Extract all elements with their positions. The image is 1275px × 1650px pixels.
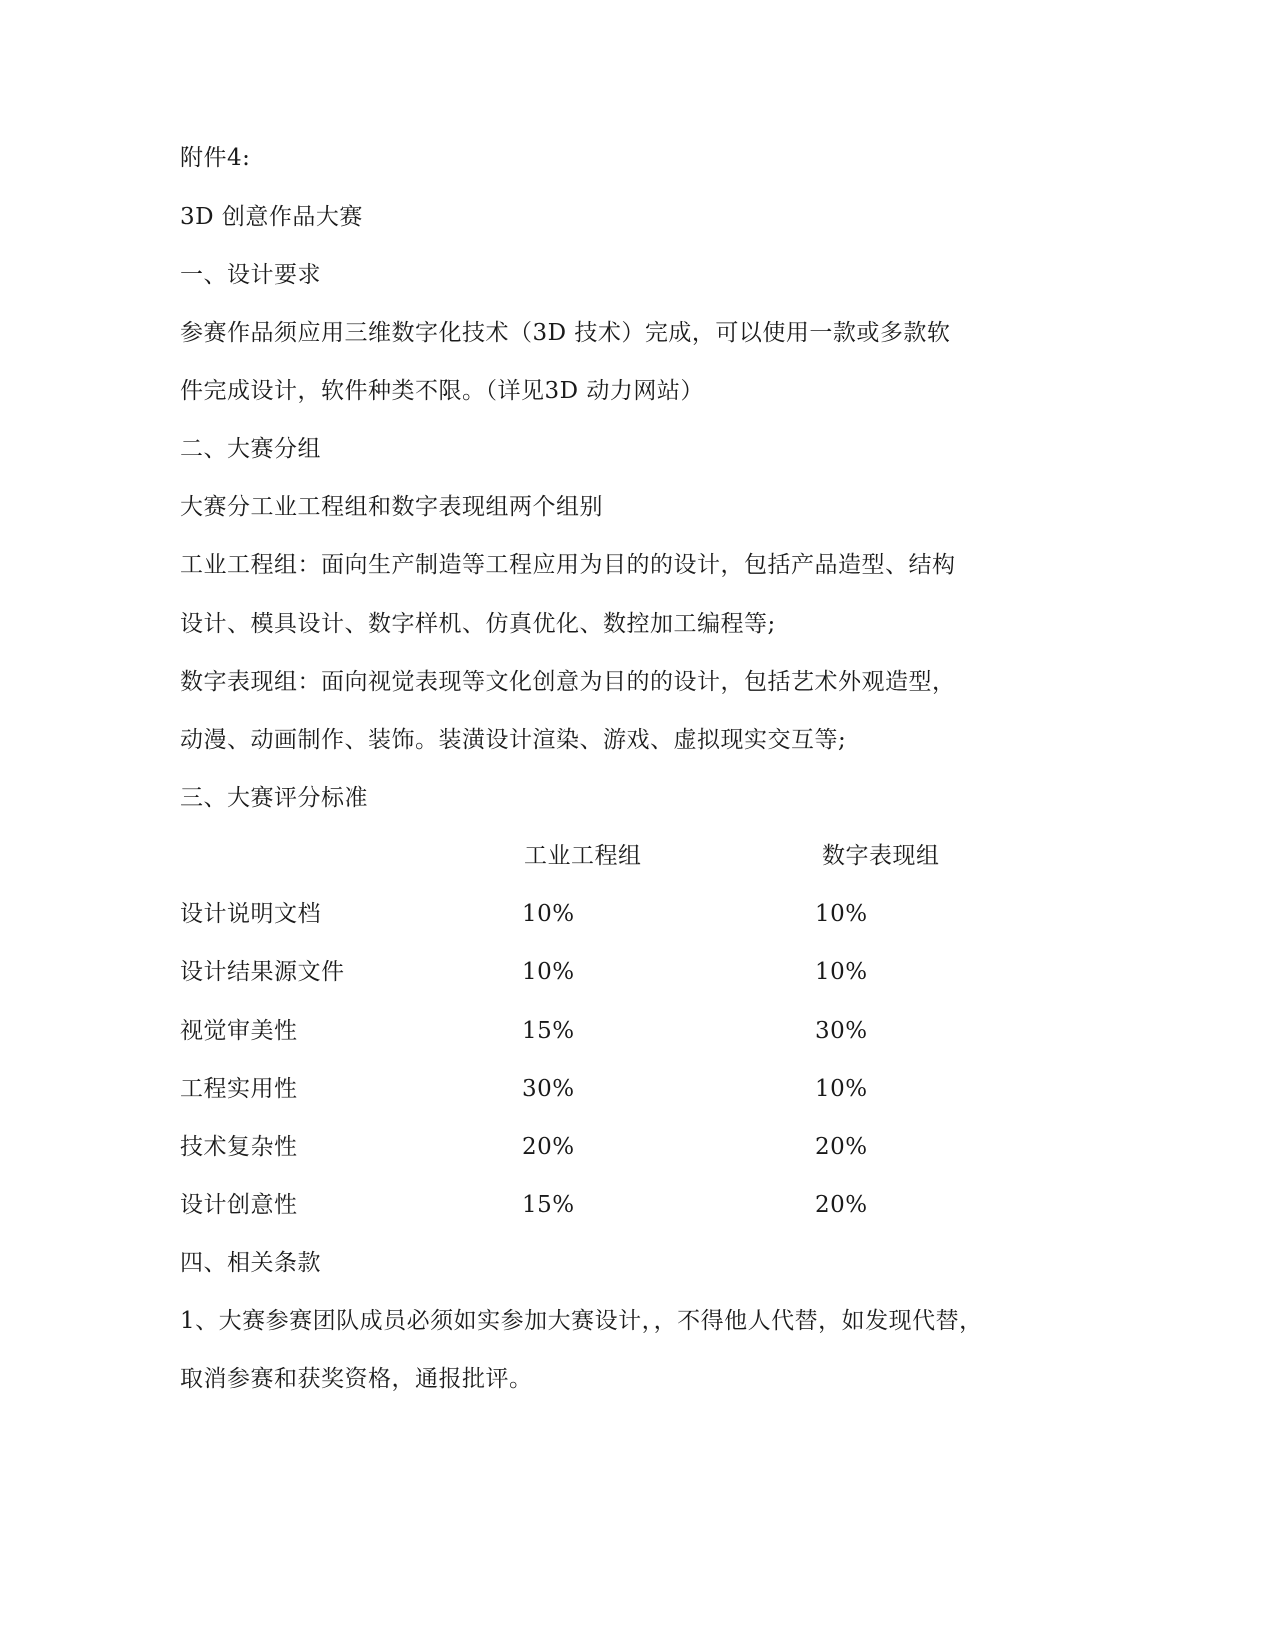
paragraph-line: 数字表现组：面向视觉表现等文化创意为目的的设计，包括艺术外观造型， [180, 669, 956, 695]
table-cell: 15% [522, 1018, 575, 1044]
table-cell: 10% [815, 1076, 868, 1102]
table-cell: 工程实用性 [180, 1076, 298, 1102]
table-cell: 10% [815, 959, 868, 985]
document-title: 3D 创意作品大赛 [180, 204, 363, 230]
paragraph-line: 件完成设计，软件种类不限。（详见3D 动力网站） [180, 378, 704, 404]
table-header-cell: 数字表现组 [822, 843, 940, 869]
table-cell: 30% [522, 1076, 575, 1102]
table-cell: 设计创意性 [180, 1192, 298, 1218]
table-cell: 10% [815, 901, 868, 927]
paragraph-line: 动漫、动画制作、装饰。装潢设计渲染、游戏、虚拟现实交互等; [180, 727, 847, 753]
table-cell: 20% [815, 1192, 868, 1218]
paragraph-line: 工业工程组：面向生产制造等工程应用为目的的设计，包括产品造型、结构 [180, 552, 956, 578]
paragraph-line: 设计、模具设计、数字样机、仿真优化、数控加工编程等; [180, 611, 776, 637]
table-cell: 设计结果源文件 [180, 959, 345, 985]
paragraph-line: 1、大赛参赛团队成员必须如实参加大赛设计，，不得他人代替，如发现代替， [180, 1308, 983, 1334]
table-cell: 20% [815, 1134, 868, 1160]
section-heading-terms: 四、相关条款 [180, 1250, 321, 1276]
table-cell: 10% [522, 901, 575, 927]
paragraph-line: 参赛作品须应用三维数字化技术（3D 技术）完成，可以使用一款或多款软 [180, 320, 951, 346]
attachment-label: 附件4: [180, 145, 251, 171]
section-heading-design-requirements: 一、设计要求 [180, 262, 321, 288]
table-cell: 15% [522, 1192, 575, 1218]
table-cell: 20% [522, 1134, 575, 1160]
table-cell: 设计说明文档 [180, 901, 321, 927]
table-cell: 10% [522, 959, 575, 985]
section-heading-scoring: 三、大赛评分标准 [180, 785, 368, 811]
paragraph-line: 大赛分工业工程组和数字表现组两个组别 [180, 494, 603, 520]
table-header-cell: 工业工程组 [524, 843, 642, 869]
section-heading-groups: 二、大赛分组 [180, 436, 321, 462]
table-cell: 视觉审美性 [180, 1018, 298, 1044]
table-cell: 技术复杂性 [180, 1134, 298, 1160]
table-cell: 30% [815, 1018, 868, 1044]
paragraph-line: 取消参赛和获奖资格，通报批评。 [180, 1366, 533, 1392]
